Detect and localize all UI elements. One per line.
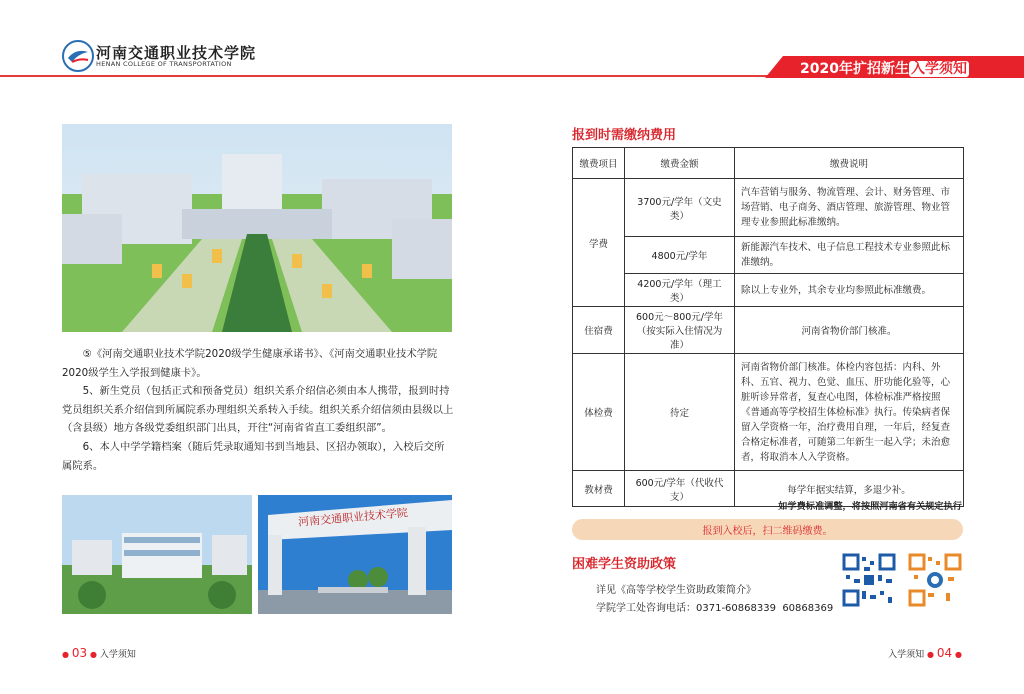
desc-cell: 汽车营销与服务、物流管理、会计、财务管理、市场营销、电子商务、酒店管理、旅游管理、物业管理专业参照此标准缴纳。 xyxy=(735,179,964,237)
desc-cell: 河南省物价部门核准。 xyxy=(735,307,964,354)
fees-table xyxy=(572,147,964,507)
housing-item: 住宿费 xyxy=(573,307,625,354)
bullet-icon: ● xyxy=(62,650,69,659)
banner-highlight: 入学须知 xyxy=(910,61,967,77)
instruction-paragraph: 6、本人中学学籍档案（随后凭录取通知书到当地县、区招办领取），入校后交所属院系。 xyxy=(62,440,445,472)
amount-cell: 待定 xyxy=(625,354,735,471)
campus-aerial-photo xyxy=(62,124,452,332)
college-name-en: HENAN COLLEGE OF TRANSPORTATION xyxy=(96,60,232,68)
footer-label: 入学须知 xyxy=(888,650,925,660)
amount-cell: 3700元/学年（文史类） xyxy=(625,179,735,237)
college-name-cn: 河南交通职业技术学院 xyxy=(96,44,257,62)
instruction-paragraph: ⑤《河南交通职业技术学院2020级学生健康承诺书》、《河南交通职业技术学院2020级学生入学报到健康卡》。 xyxy=(62,348,438,379)
amount-cell: 600元/学年（代收代支） xyxy=(625,471,735,507)
books-item: 教材费 xyxy=(573,471,625,507)
housing-amount: 600元～800元/学年 xyxy=(636,312,723,323)
fees-title: 报到时需缴纳费用 xyxy=(572,128,677,143)
table-row xyxy=(573,274,964,307)
instruction-paragraph: 5、新生党员（包括正式和预备党员）组织关系介绍信必须由本人携带，报到时持党员组织关系介绍信到所属院系办理组织关系转入手续。组织关系介绍信须由县级以上（含县级）地方各级党委组织部门出具，开往“河南省省直工委组织部”。 xyxy=(62,385,454,435)
page-number: 03 xyxy=(71,646,88,660)
footer-right xyxy=(888,646,962,660)
qr-code-icon[interactable] xyxy=(908,553,962,607)
fee-adjust-note: 如学费标准调整，将按照河南省有关规定执行 xyxy=(778,501,962,512)
desc-cell: 每学年据实结算，多退少补。 xyxy=(735,471,964,507)
banner-main: 2020年扩招新生 xyxy=(800,61,909,77)
gate-sign: 河南交通职业技术学院 xyxy=(297,506,409,529)
desc-cell: 河南省物价部门核准。体检内容包括：内科、外科、五官、视力、色觉、血压、肝功能化验等，心脏听诊异常者，复查心电图，体检标准严格按照《普通高等学校招生体检标准》执行。传染病者保留入学资格一年，治疗费用自理，一年后，经复查合格定标准者，可随第二年新生一起入学；未治愈者，将取消本人入学资格。 xyxy=(735,354,964,471)
amount-cell: 4800元/学年 xyxy=(625,237,735,274)
header-divider xyxy=(0,75,770,77)
scan-notice-text: 报到入校后，扫二维码缴费。 xyxy=(702,526,833,537)
aid-title: 困难学生资助政策 xyxy=(572,557,677,572)
bullet-icon: ● xyxy=(90,650,97,659)
banner-title xyxy=(800,58,969,78)
footer-left xyxy=(62,646,136,660)
aid-reference: 详见《高等学校学生资助政策简介》 xyxy=(596,585,756,596)
amount-cell xyxy=(625,307,735,354)
logo-swoosh-icon xyxy=(66,46,90,66)
aid-phone: 学院学工处咨询电话：0371-60868339 60868369 xyxy=(596,603,834,614)
enrollment-instructions xyxy=(62,345,454,475)
qr-code-icon[interactable] xyxy=(842,553,896,607)
desc-cell: 除以上专业外，其余专业均参照此标准缴费。 xyxy=(735,274,964,307)
footer-label: 入学须知 xyxy=(99,650,136,660)
bullet-icon: ● xyxy=(927,650,934,659)
campus-gate-photo xyxy=(258,495,452,614)
table-header-row xyxy=(573,148,964,179)
amount-cell: 4200元/学年（理工类） xyxy=(625,274,735,307)
table-row xyxy=(573,237,964,274)
header-cell: 缴费金额 xyxy=(625,148,735,179)
medical-item: 体检费 xyxy=(573,354,625,471)
table-row xyxy=(573,307,964,354)
campus-building-photo xyxy=(62,495,252,614)
header-cell: 缴费说明 xyxy=(735,148,964,179)
bullet-icon: ● xyxy=(955,650,962,659)
housing-amount-note: （按实际入住情况为准） xyxy=(636,326,723,351)
table-row xyxy=(573,354,964,471)
desc-cell: 新能源汽车技术、电子信息工程技术专业参照此标准缴纳。 xyxy=(735,237,964,274)
table-row xyxy=(573,179,964,237)
header-cell: 缴费项目 xyxy=(573,148,625,179)
page-number: 04 xyxy=(936,646,953,660)
tuition-item: 学费 xyxy=(573,179,625,307)
